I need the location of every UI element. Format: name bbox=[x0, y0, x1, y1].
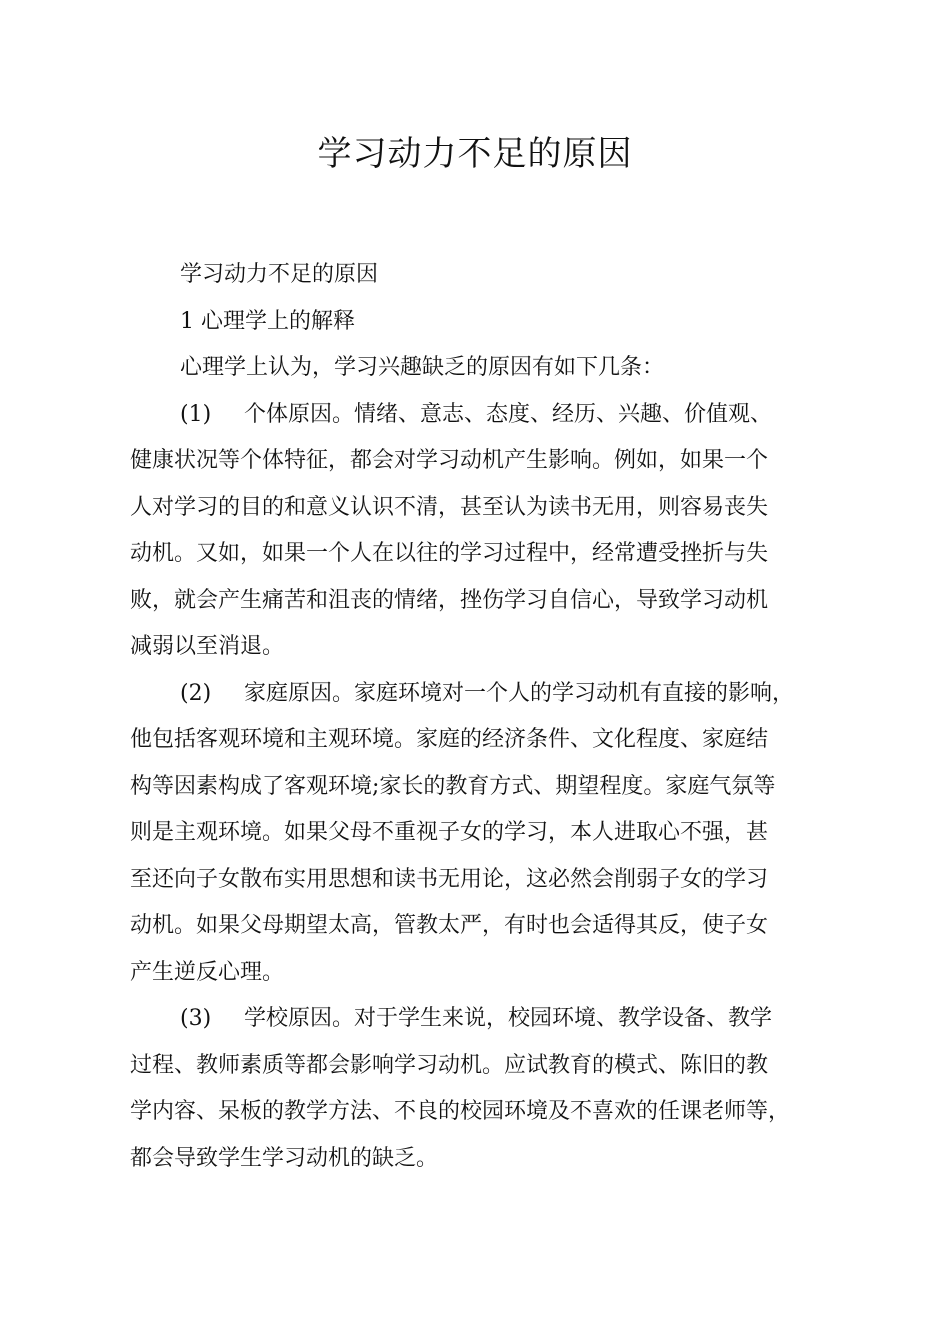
item-3-text: 学校原因。对于学生来说，校园环境、教学设备、教学 bbox=[244, 1006, 773, 1031]
subsection-heading: 1 心理学上的解释 bbox=[180, 308, 355, 334]
item-2-line-2: 他包括客观环境和主观环境。家庭的经济条件、文化程度、家庭结 bbox=[130, 727, 769, 752]
section-heading: 学习动力不足的原因 bbox=[180, 262, 379, 287]
document-title: 学习动力不足的原因 bbox=[317, 134, 633, 174]
item-3-line-1 bbox=[130, 996, 830, 1043]
item-2-line-6: 动机。如果父母期望太高，管教太严，有时也会适得其反，使子女 bbox=[130, 913, 769, 938]
item-2-line-7: 产生逆反心理。 bbox=[130, 959, 285, 985]
item-2-line-3: 构等因素构成了客观环境;家长的教育方式、期望程度。家庭气氛等 bbox=[130, 773, 776, 799]
item-2-text: 家庭原因。家庭环境对一个人的学习动机有直接的影响， bbox=[244, 680, 795, 706]
item-2-line-1 bbox=[130, 671, 830, 718]
item-1-text: 个体原因。情绪、意志、态度、经历、兴趣、价值观、 bbox=[244, 401, 773, 427]
item-2-number: (2) bbox=[180, 680, 212, 706]
item-3-line-4: 都会导致学生学习动机的缺乏。 bbox=[130, 1145, 439, 1171]
item-3-line-3: 学内容、呆板的教学方法、不良的校园环境及不喜欢的任课老师等， bbox=[130, 1099, 791, 1124]
item-2-line-5: 至还向子女散布实用思想和读书无用论，这必然会削弱子女的学习 bbox=[130, 866, 769, 892]
document-body bbox=[130, 252, 830, 1182]
item-1-line-6: 减弱以至消退。 bbox=[130, 634, 285, 659]
item-1-line-4: 动机。又如，如果一个人在以往的学习过程中，经常遭受挫折与失 bbox=[130, 541, 769, 566]
item-2-line-4: 则是主观环境。如果父母不重视子女的学习，本人进取心不强，甚 bbox=[130, 820, 769, 845]
item-3-line-2: 过程、教师素质等都会影响学习动机。应试教育的模式、陈旧的教 bbox=[130, 1052, 769, 1078]
item-1-number: (1) bbox=[180, 401, 212, 427]
item-3-number: (3) bbox=[180, 1006, 212, 1031]
item-1-line-2: 健康状况等个体特征，都会对学习动机产生影响。例如，如果一个 bbox=[130, 448, 769, 473]
item-1-line-1 bbox=[130, 392, 830, 439]
item-1-line-3: 人对学习的目的和意义认识不清，甚至认为读书无用，则容易丧失 bbox=[130, 494, 769, 520]
intro-paragraph: 心理学上认为，学习兴趣缺乏的原因有如下几条： bbox=[180, 355, 665, 380]
item-1-line-5: 败，就会产生痛苦和沮丧的情绪，挫伤学习自信心，导致学习动机 bbox=[130, 587, 769, 613]
